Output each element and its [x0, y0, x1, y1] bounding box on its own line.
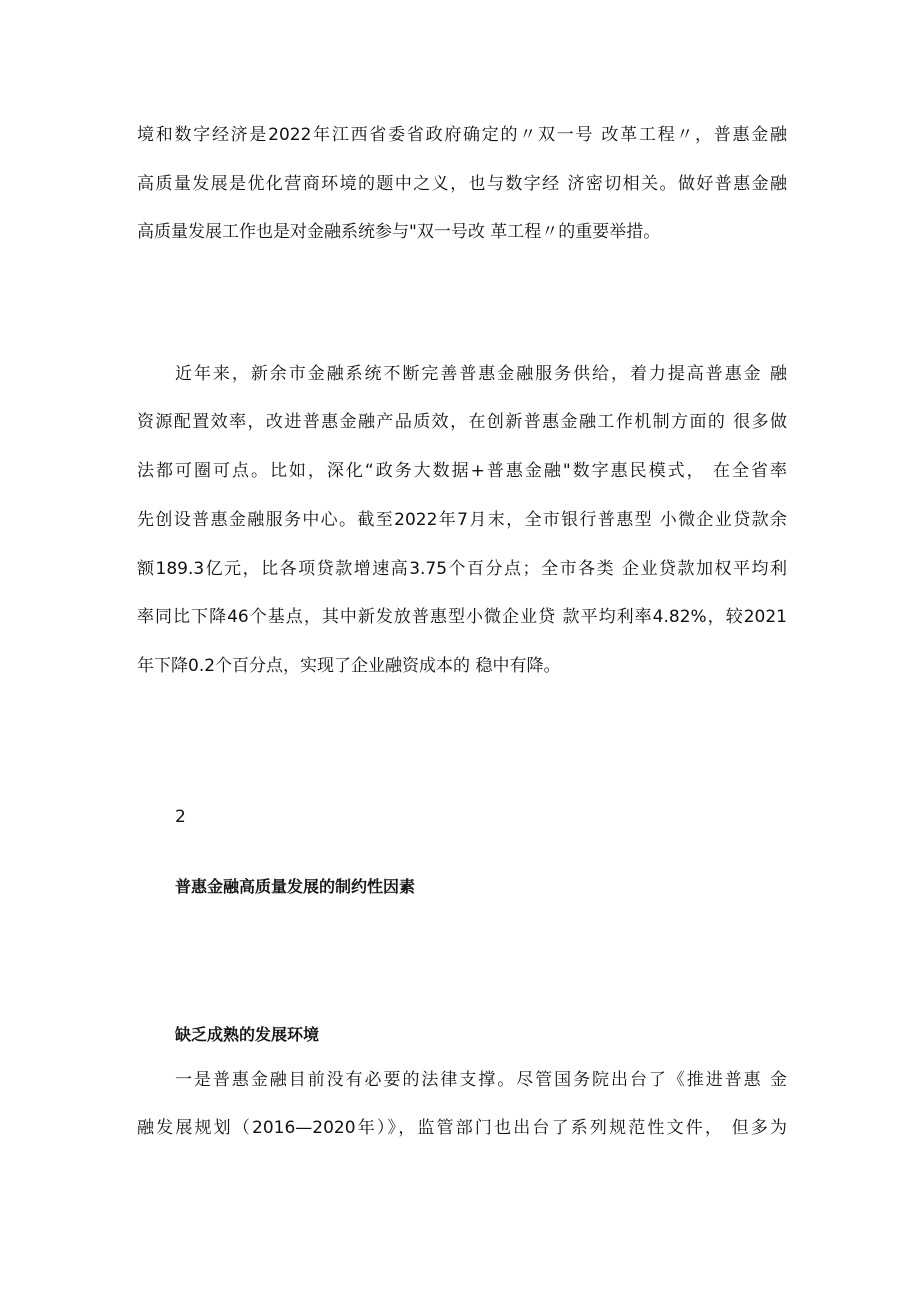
paragraph3-line-1: 一是普惠金融目前没有必要的法律支撑。尽管国务院出台了《推进普惠 金 — [175, 1070, 787, 1090]
paragraph2-line-7: 年下降0.2个百分点，实现了企业融资成本的 稳中有降。 — [137, 656, 561, 676]
paragraph2-line-3: 法都可圈可点。比如，深化“政务大数据+普惠金融"数字惠民模式， 在全省率 — [137, 461, 787, 481]
section-title: 普惠金融高质量发展的制约性因素 — [175, 877, 416, 896]
section-number: 2 — [175, 807, 186, 827]
paragraph1-line-3: 高质量发展工作也是对金融系统参与"双一号改 革工程〃的重要举措。 — [137, 222, 661, 242]
paragraph2-line-4: 先创设普惠金融服务中心。截至2022年7月末，全市银行普惠型 小微企业贷款余 — [137, 510, 787, 530]
subsection-title: 缺乏成熟的发展环境 — [175, 1025, 320, 1044]
paragraph2-line-6: 率同比下降46个基点，其中新发放普惠型小微企业贷 款平均利率4.82%，较2021 — [137, 607, 787, 627]
paragraph3-line-2: 融发展规划（2016—2020年）》，监管部门也出台了系列规范性文件， 但多为 — [137, 1118, 787, 1138]
paragraph1-line-2: 高质量发展是优化营商环境的题中之义，也与数字经 济密切相关。做好普惠金融 — [137, 174, 787, 194]
paragraph1-line-1: 境和数字经济是2022年江西省委省政府确定的〃双一号 改革工程〃，普惠金融 — [137, 125, 787, 145]
paragraph2-line-5: 额189.3亿元，比各项贷款增速高3.75个百分点；全市各类 企业贷款加权平均利 — [137, 559, 787, 579]
paragraph2-line-1: 近年来，新余市金融系统不断完善普惠金融服务供给，着力提高普惠金 融 — [175, 364, 787, 384]
paragraph2-line-2: 资源配置效率，改进普惠金融产品质效，在创新普惠金融工作机制方面的 很多做 — [137, 412, 787, 432]
